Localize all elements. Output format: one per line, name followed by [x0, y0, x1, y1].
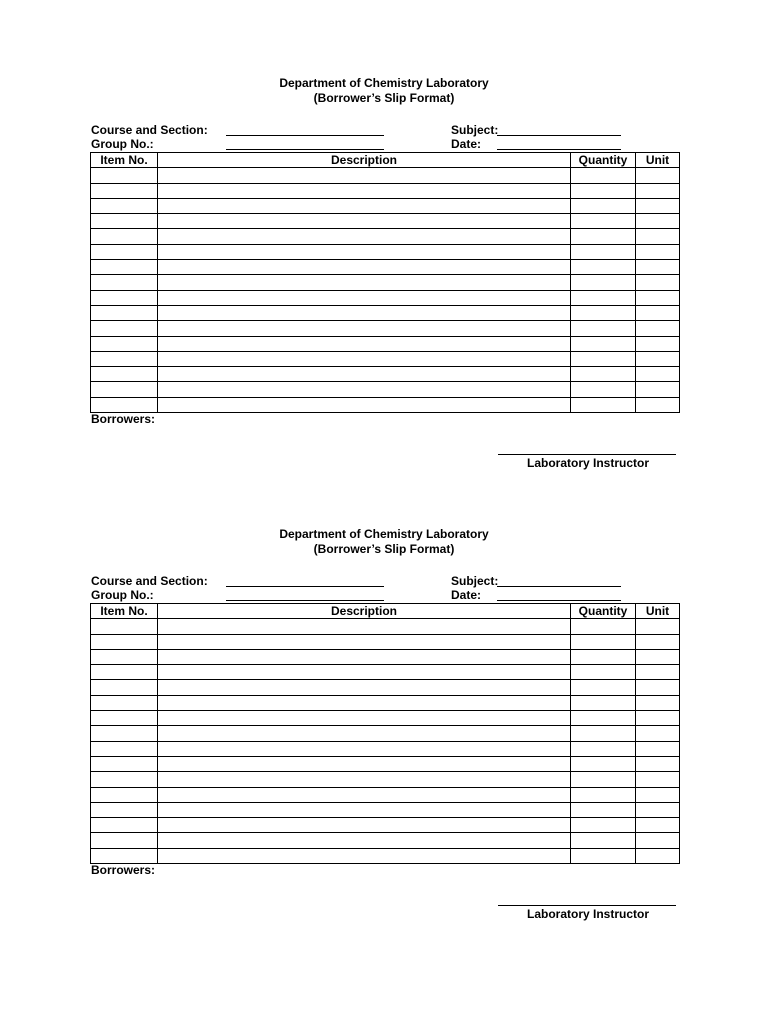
- slip-subtitle: (Borrower’s Slip Format): [313, 542, 455, 556]
- quantity-cell[interactable]: [571, 336, 636, 351]
- item-no-cell[interactable]: [91, 168, 158, 183]
- table-row: [91, 260, 680, 275]
- item-no-cell[interactable]: [91, 634, 158, 649]
- unit-cell[interactable]: [636, 382, 680, 397]
- unit-cell[interactable]: [636, 802, 680, 817]
- column-header-quantity: Quantity: [571, 153, 636, 168]
- column-header-description: Description: [158, 604, 571, 619]
- item-no-cell[interactable]: [91, 244, 158, 259]
- item-no-cell[interactable]: [91, 290, 158, 305]
- quantity-cell[interactable]: [571, 680, 636, 695]
- table-row: [91, 787, 680, 802]
- unit-cell[interactable]: [636, 305, 680, 320]
- item-no-cell[interactable]: [91, 183, 158, 198]
- description-cell[interactable]: [158, 367, 571, 382]
- item-no-cell[interactable]: [91, 367, 158, 382]
- table-header-row: [91, 604, 680, 619]
- item-no-cell[interactable]: [91, 818, 158, 833]
- quantity-cell[interactable]: [571, 198, 636, 213]
- description-cell[interactable]: [158, 802, 571, 817]
- quantity-cell[interactable]: [571, 290, 636, 305]
- description-cell[interactable]: [158, 833, 571, 848]
- quantity-cell[interactable]: [571, 848, 636, 863]
- quantity-cell[interactable]: [571, 305, 636, 320]
- item-no-cell[interactable]: [91, 833, 158, 848]
- description-cell[interactable]: [158, 168, 571, 183]
- quantity-cell[interactable]: [571, 619, 636, 634]
- description-cell[interactable]: [158, 848, 571, 863]
- group-no-label: Group No.:: [91, 137, 154, 151]
- date-field[interactable]: [497, 600, 621, 601]
- description-cell[interactable]: [158, 695, 571, 710]
- slip-title: Department of Chemistry Laboratory: [279, 527, 489, 541]
- slip-header: [0, 76, 768, 106]
- unit-cell[interactable]: [636, 634, 680, 649]
- unit-cell[interactable]: [636, 665, 680, 680]
- quantity-cell[interactable]: [571, 321, 636, 336]
- table-row: [91, 818, 680, 833]
- group-no-label: Group No.:: [91, 588, 154, 602]
- unit-cell[interactable]: [636, 649, 680, 664]
- table-row: [91, 649, 680, 664]
- quantity-cell[interactable]: [571, 665, 636, 680]
- quantity-cell[interactable]: [571, 818, 636, 833]
- quantity-cell[interactable]: [571, 726, 636, 741]
- unit-cell[interactable]: [636, 397, 680, 412]
- table-row: [91, 802, 680, 817]
- item-no-cell[interactable]: [91, 619, 158, 634]
- instructor-signature-line[interactable]: [498, 454, 676, 455]
- description-cell[interactable]: [158, 397, 571, 412]
- item-no-cell[interactable]: [91, 680, 158, 695]
- course-section-label: Course and Section:: [91, 574, 208, 588]
- item-no-cell[interactable]: [91, 802, 158, 817]
- unit-cell[interactable]: [636, 183, 680, 198]
- item-no-cell[interactable]: [91, 695, 158, 710]
- unit-cell[interactable]: [636, 833, 680, 848]
- unit-cell[interactable]: [636, 198, 680, 213]
- subject-label: Subject:: [451, 574, 499, 588]
- quantity-cell[interactable]: [571, 833, 636, 848]
- column-header-unit: Unit: [636, 604, 680, 619]
- description-cell[interactable]: [158, 214, 571, 229]
- item-no-cell[interactable]: [91, 275, 158, 290]
- unit-cell[interactable]: [636, 726, 680, 741]
- subject-field[interactable]: [497, 586, 621, 587]
- instructor-signature-label: Laboratory Instructor: [526, 907, 649, 921]
- description-cell[interactable]: [158, 634, 571, 649]
- table-header-row: [91, 153, 680, 168]
- unit-cell[interactable]: [636, 818, 680, 833]
- table-row: [91, 321, 680, 336]
- description-cell[interactable]: [158, 772, 571, 787]
- item-no-cell[interactable]: [91, 321, 158, 336]
- quantity-cell[interactable]: [571, 756, 636, 771]
- quantity-cell[interactable]: [571, 382, 636, 397]
- table-row: [91, 214, 680, 229]
- table-row: [91, 680, 680, 695]
- date-label: Date:: [451, 137, 482, 151]
- quantity-cell[interactable]: [571, 787, 636, 802]
- quantity-cell[interactable]: [571, 367, 636, 382]
- table-row: [91, 336, 680, 351]
- unit-cell[interactable]: [636, 168, 680, 183]
- course-section-label: Course and Section:: [91, 123, 208, 137]
- table-row: [91, 198, 680, 213]
- item-no-cell[interactable]: [91, 336, 158, 351]
- column-header-quantity: Quantity: [571, 604, 636, 619]
- unit-cell[interactable]: [636, 787, 680, 802]
- item-no-cell[interactable]: [91, 665, 158, 680]
- unit-cell[interactable]: [636, 244, 680, 259]
- quantity-cell[interactable]: [571, 802, 636, 817]
- unit-cell[interactable]: [636, 711, 680, 726]
- subject-label: Subject:: [451, 123, 499, 137]
- table-row: [91, 695, 680, 710]
- items-table: [90, 603, 680, 864]
- description-cell[interactable]: [158, 787, 571, 802]
- borrower-slip-2: [0, 527, 768, 947]
- quantity-cell[interactable]: [571, 275, 636, 290]
- item-no-cell[interactable]: [91, 214, 158, 229]
- quantity-cell[interactable]: [571, 214, 636, 229]
- item-no-cell[interactable]: [91, 772, 158, 787]
- course-section-field[interactable]: [226, 135, 384, 136]
- instructor-signature-line[interactable]: [498, 905, 676, 906]
- quantity-cell[interactable]: [571, 397, 636, 412]
- borrowers-label: Borrowers:: [91, 412, 156, 426]
- item-no-cell[interactable]: [91, 848, 158, 863]
- group-no-field[interactable]: [226, 149, 384, 150]
- slip-subtitle: (Borrower’s Slip Format): [313, 91, 455, 105]
- description-cell[interactable]: [158, 290, 571, 305]
- table-row: [91, 711, 680, 726]
- table-row: [91, 305, 680, 320]
- description-cell[interactable]: [158, 183, 571, 198]
- date-field[interactable]: [497, 149, 621, 150]
- table-row: [91, 244, 680, 259]
- unit-cell[interactable]: [636, 772, 680, 787]
- unit-cell[interactable]: [636, 321, 680, 336]
- item-no-cell[interactable]: [91, 382, 158, 397]
- quantity-cell[interactable]: [571, 711, 636, 726]
- quantity-cell[interactable]: [571, 634, 636, 649]
- unit-cell[interactable]: [636, 260, 680, 275]
- quantity-cell[interactable]: [571, 695, 636, 710]
- borrowers-label: Borrowers:: [91, 863, 156, 877]
- table-row: [91, 619, 680, 634]
- table-row: [91, 397, 680, 412]
- description-cell[interactable]: [158, 619, 571, 634]
- description-cell[interactable]: [158, 756, 571, 771]
- description-cell[interactable]: [158, 321, 571, 336]
- description-cell[interactable]: [158, 382, 571, 397]
- item-no-cell[interactable]: [91, 229, 158, 244]
- group-no-field[interactable]: [226, 600, 384, 601]
- table-row: [91, 634, 680, 649]
- quantity-cell[interactable]: [571, 244, 636, 259]
- item-no-cell[interactable]: [91, 756, 158, 771]
- quantity-cell[interactable]: [571, 260, 636, 275]
- course-section-field[interactable]: [226, 586, 384, 587]
- item-no-cell[interactable]: [91, 305, 158, 320]
- description-cell[interactable]: [158, 336, 571, 351]
- quantity-cell[interactable]: [571, 649, 636, 664]
- unit-cell[interactable]: [636, 619, 680, 634]
- table-row: [91, 741, 680, 756]
- column-header-item-no: Item No.: [91, 153, 158, 168]
- item-no-cell[interactable]: [91, 649, 158, 664]
- item-no-cell[interactable]: [91, 260, 158, 275]
- unit-cell[interactable]: [636, 351, 680, 366]
- description-cell[interactable]: [158, 305, 571, 320]
- quantity-cell[interactable]: [571, 168, 636, 183]
- table-row: [91, 726, 680, 741]
- unit-cell[interactable]: [636, 290, 680, 305]
- description-cell[interactable]: [158, 711, 571, 726]
- table-row: [91, 290, 680, 305]
- unit-cell[interactable]: [636, 367, 680, 382]
- description-cell[interactable]: [158, 665, 571, 680]
- item-no-cell[interactable]: [91, 741, 158, 756]
- table-row: [91, 183, 680, 198]
- unit-cell[interactable]: [636, 229, 680, 244]
- description-cell[interactable]: [158, 818, 571, 833]
- description-cell[interactable]: [158, 680, 571, 695]
- table-row: [91, 848, 680, 863]
- item-no-cell[interactable]: [91, 351, 158, 366]
- quantity-cell[interactable]: [571, 351, 636, 366]
- table-row: [91, 367, 680, 382]
- table-row: [91, 756, 680, 771]
- description-cell[interactable]: [158, 351, 571, 366]
- table-row: [91, 665, 680, 680]
- description-cell[interactable]: [158, 275, 571, 290]
- table-row: [91, 351, 680, 366]
- borrower-slip-1: [0, 76, 768, 496]
- description-cell[interactable]: [158, 726, 571, 741]
- subject-field[interactable]: [497, 135, 621, 136]
- description-cell[interactable]: [158, 244, 571, 259]
- slip-header: [0, 527, 768, 557]
- slip-title: Department of Chemistry Laboratory: [279, 76, 489, 90]
- item-no-cell[interactable]: [91, 726, 158, 741]
- instructor-signature-label: Laboratory Instructor: [526, 456, 649, 470]
- quantity-cell[interactable]: [571, 183, 636, 198]
- table-row: [91, 382, 680, 397]
- quantity-cell[interactable]: [571, 772, 636, 787]
- date-label: Date:: [451, 588, 482, 602]
- item-no-cell[interactable]: [91, 711, 158, 726]
- description-cell[interactable]: [158, 198, 571, 213]
- unit-cell[interactable]: [636, 695, 680, 710]
- quantity-cell[interactable]: [571, 741, 636, 756]
- unit-cell[interactable]: [636, 741, 680, 756]
- unit-cell[interactable]: [636, 214, 680, 229]
- table-row: [91, 275, 680, 290]
- quantity-cell[interactable]: [571, 229, 636, 244]
- item-no-cell[interactable]: [91, 787, 158, 802]
- description-cell[interactable]: [158, 260, 571, 275]
- table-row: [91, 772, 680, 787]
- item-no-cell[interactable]: [91, 198, 158, 213]
- table-row: [91, 229, 680, 244]
- items-table: [90, 152, 680, 413]
- column-header-unit: Unit: [636, 153, 680, 168]
- column-header-description: Description: [158, 153, 571, 168]
- unit-cell[interactable]: [636, 680, 680, 695]
- item-no-cell[interactable]: [91, 397, 158, 412]
- unit-cell[interactable]: [636, 275, 680, 290]
- unit-cell[interactable]: [636, 756, 680, 771]
- column-header-item-no: Item No.: [91, 604, 158, 619]
- description-cell[interactable]: [158, 741, 571, 756]
- unit-cell[interactable]: [636, 336, 680, 351]
- description-cell[interactable]: [158, 649, 571, 664]
- description-cell[interactable]: [158, 229, 571, 244]
- table-row: [91, 833, 680, 848]
- table-row: [91, 168, 680, 183]
- unit-cell[interactable]: [636, 848, 680, 863]
